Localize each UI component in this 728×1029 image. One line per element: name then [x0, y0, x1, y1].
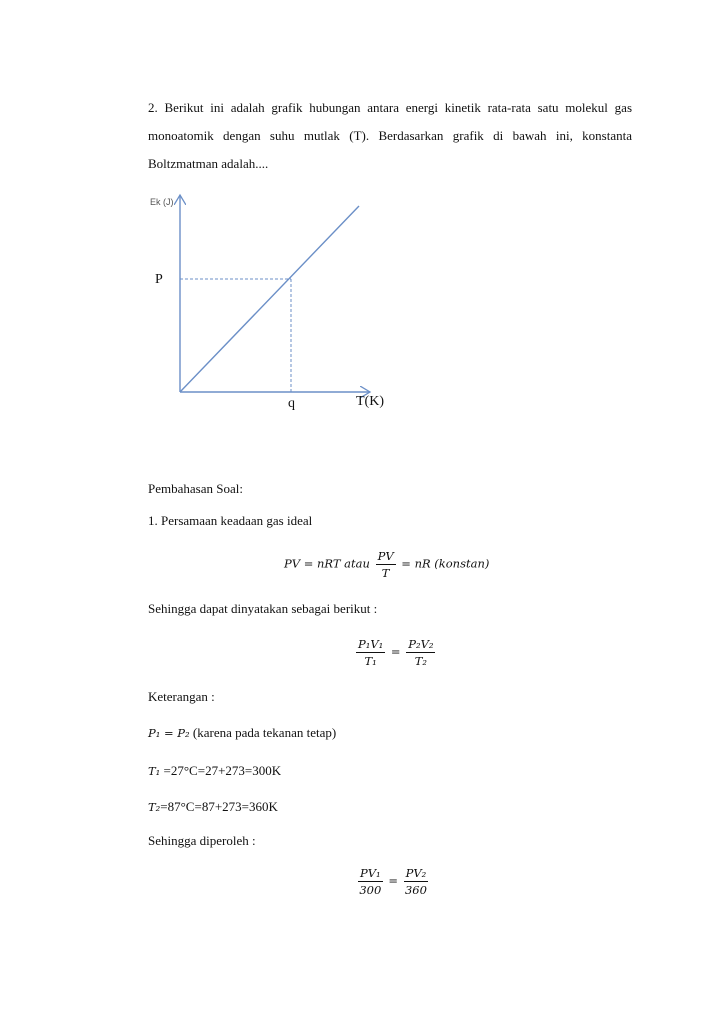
eq2-right-numerator: P₂V₂	[408, 637, 434, 651]
step-1-text: 1. Persamaan keadaan gas ideal	[148, 513, 313, 528]
solution-heading: Pembahasan Soal:	[148, 481, 243, 496]
eq3-right-denominator: 360	[404, 883, 427, 897]
x-axis-label: T(K)	[356, 394, 384, 409]
energy-temperature-graph	[130, 185, 410, 420]
ek-vs-t-line	[180, 206, 359, 392]
temperature-ratio-equation	[356, 866, 430, 897]
keterangan-text: Keterangan :	[148, 689, 215, 704]
combined-gas-equation	[354, 637, 437, 668]
eq2-right-fraction	[406, 637, 435, 668]
eq1-rhs: = nR (konstan)	[401, 556, 490, 571]
k2-text: =27°C=27+273=300K	[160, 763, 282, 778]
question-line-3: Boltzmatman adalah....	[148, 156, 269, 171]
ideal-gas-equation	[284, 549, 489, 580]
eq3-left-fraction	[358, 866, 383, 897]
eq2-left-numerator: P₁V₁	[358, 637, 384, 651]
question-line-2: monoatomik dengan suhu mutlak (T). Berdasarkan grafik di bawah ini, konstanta	[148, 128, 632, 143]
eq2-right-denominator: T₂	[414, 654, 427, 668]
question-text	[148, 94, 632, 178]
keterangan-item-3	[148, 799, 278, 815]
eq3-right-numerator: PV₂	[405, 866, 427, 880]
y-axis-label: Ek (J)	[150, 197, 174, 207]
eq3-equals: =	[388, 873, 398, 888]
k2-math: T₁	[148, 764, 161, 778]
keterangan-item-1	[148, 725, 336, 741]
eq3-right-fraction	[404, 866, 429, 897]
eq2-equals: =	[390, 644, 401, 659]
eq3-left-denominator: 300	[359, 883, 382, 897]
k1-text: (karena pada tekanan tetap)	[189, 725, 337, 740]
eq2-left-denominator: T₁	[364, 654, 377, 668]
eq1-lhs: PV = nRT atau	[284, 556, 370, 571]
dinyatakan-text: Sehingga dapat dinyatakan sebagai berikut :	[148, 601, 378, 616]
k3-text: =87°C=87+273=360K	[160, 799, 278, 814]
eq3-left-numerator: PV₁	[360, 866, 381, 880]
k3-math: T₂	[148, 800, 161, 814]
k1-math: P₁ = P₂	[148, 726, 190, 740]
eq2-left-fraction	[356, 637, 385, 668]
q-label: q	[288, 396, 295, 411]
p-label: P	[155, 272, 163, 287]
question-line-1: 2. Berikut ini adalah grafik hubungan antara energi kinetik rata-rata satu molekul gas	[148, 100, 632, 115]
diperoleh-text: Sehingga diperoleh :	[148, 833, 256, 848]
eq1-fraction	[376, 549, 396, 580]
eq1-denominator: T	[381, 566, 390, 580]
eq1-numerator: PV	[377, 549, 394, 563]
keterangan-item-2	[148, 763, 281, 779]
